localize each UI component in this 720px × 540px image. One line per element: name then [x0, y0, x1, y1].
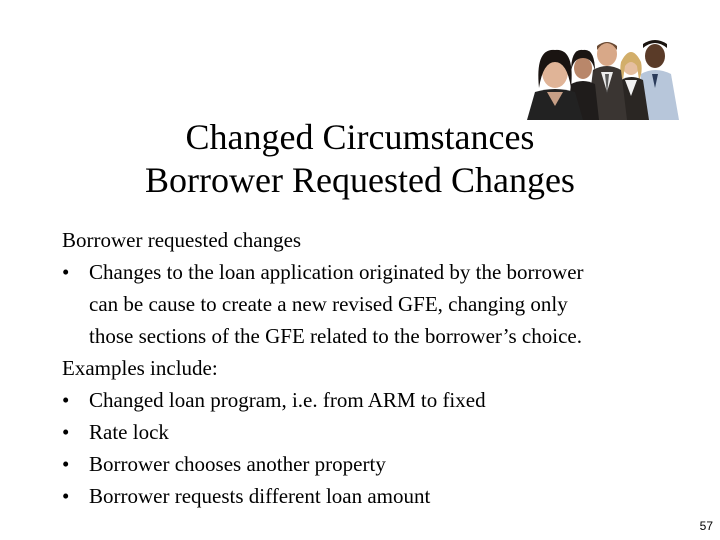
bullet-marker: •	[62, 260, 70, 284]
example-text: Rate lock	[89, 420, 169, 444]
examples-label: Examples include:	[62, 356, 218, 380]
example-text: Borrower requests different loan amount	[89, 484, 431, 508]
intro-text: Borrower requested changes	[62, 228, 302, 252]
page-number: 57	[699, 519, 713, 533]
example-item	[62, 384, 682, 416]
bullet-marker: •	[62, 420, 70, 444]
bullet-marker: •	[62, 484, 70, 508]
title-line-2: Borrower Requested Changes	[145, 160, 575, 200]
bullet-marker: •	[62, 388, 70, 412]
bullet-continuation: those sections of the GFE related to the borrower’s choice.	[89, 324, 582, 348]
slide-title	[0, 116, 720, 202]
people-group-photo	[521, 38, 684, 120]
bullet-text: Changes to the loan application originated by the borrower	[89, 260, 584, 284]
title-line-1: Changed Circumstances	[185, 117, 535, 157]
example-item	[62, 448, 682, 480]
example-item	[62, 416, 682, 448]
example-item	[62, 480, 682, 512]
bullet-continuation: can be cause to create a new revised GFE, changing only	[89, 292, 568, 316]
slide-body	[62, 224, 682, 512]
example-text: Borrower chooses another property	[89, 452, 386, 476]
bullet-item	[62, 256, 682, 288]
example-text: Changed loan program, i.e. from ARM to fixed	[89, 388, 486, 412]
bullet-marker: •	[62, 452, 70, 476]
